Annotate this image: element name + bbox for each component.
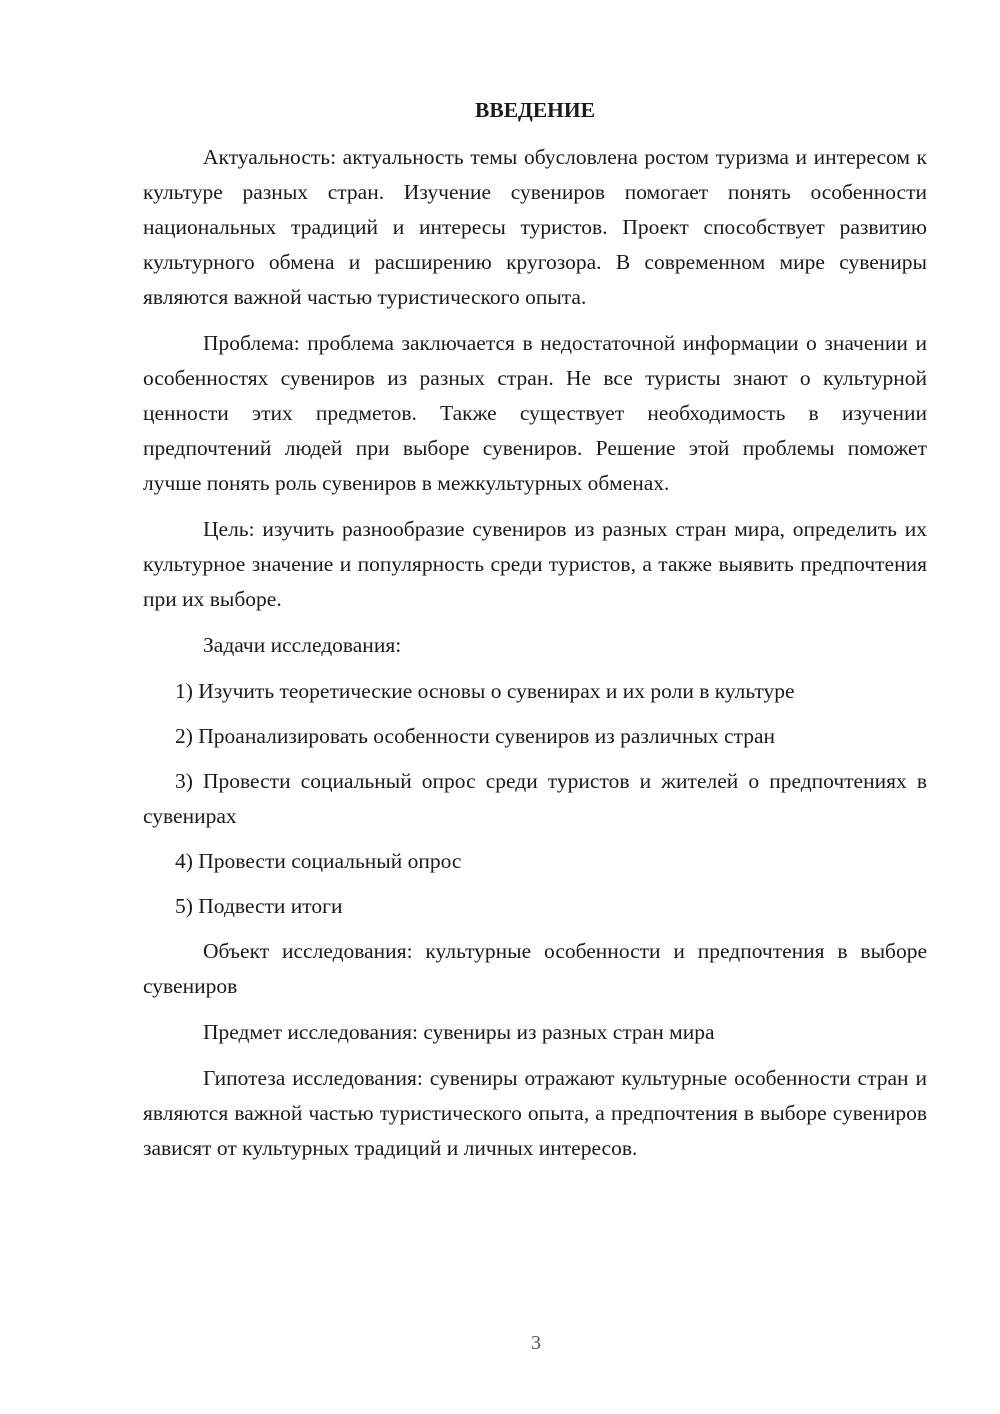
task-item: 2) Проанализировать особенности сувениров из различных стран: [175, 724, 776, 748]
task-item: 5) Подвести итоги: [175, 894, 343, 918]
page-title: ВВЕДЕНИЕ: [475, 98, 595, 122]
object-paragraph: Объект исследования: культурные особенности и предпочтения в выборе сувениров: [143, 939, 927, 998]
hypothesis-paragraph: Гипотеза исследования: сувениры отражают культурные особенности стран и являются важной частью туристического опыта, а предпочтения в выборе сувениров зависят от культурных традиций и личных интересов.: [143, 1066, 927, 1160]
relevance-paragraph: Актуальность: актуальность темы обусловлена ростом туризма и интересом к культуре разных стран. Изучение сувениров помогает понять особенности национальных традиций и интересы туристов. Проект способствует развитию культурного обмена и расширению кругозора. В современном мире сувениры являются важной частью туристического опыта.: [143, 145, 927, 309]
problem-paragraph: Проблема: проблема заключается в недостаточной информации о значении и особенностях сувениров из разных стран. Не все туристы знают о культурной ценности этих предметов. Также существует необходимость в изучении предпочтений людей при выборе сувениров. Решение этой проблемы поможет лучше понять роль сувениров в межкультурных обменах.: [143, 331, 927, 495]
task-item: 1) Изучить теоретические основы о сувенирах и их роли в культуре: [175, 679, 795, 703]
tasks-heading: Задачи исследования:: [203, 633, 402, 657]
document-page: [143, 93, 927, 1177]
page-number: 3: [531, 1332, 541, 1354]
subject-paragraph: Предмет исследования: сувениры из разных стран мира: [203, 1020, 715, 1044]
task-item: 4) Провести социальный опрос: [175, 849, 462, 873]
goal-paragraph: Цель: изучить разнообразие сувениров из разных стран мира, определить их культурное значение и популярность среди туристов, а также выявить предпочтения при их выборе.: [143, 517, 927, 611]
task-item: 3) Провести социальный опрос среди туристов и жителей о предпочтениях в сувенирах: [143, 769, 927, 828]
